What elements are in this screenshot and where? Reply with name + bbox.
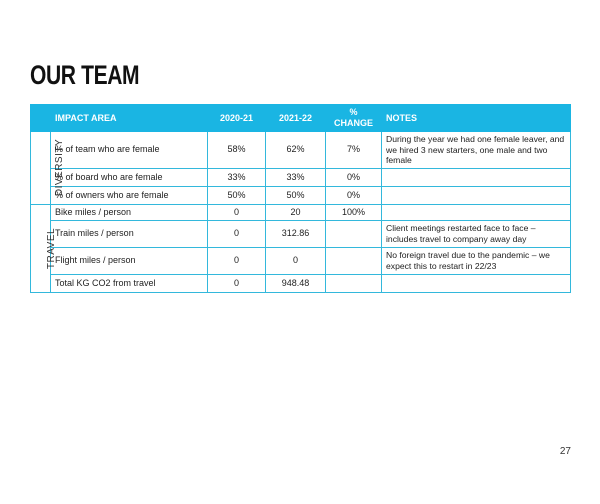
value-notes	[382, 274, 571, 292]
value-notes	[382, 168, 571, 186]
impact-table	[30, 104, 571, 293]
row-label: Train miles / person	[51, 220, 208, 247]
row-label: % of team who are female	[51, 132, 208, 169]
value-change	[326, 247, 382, 274]
value-change: 0%	[326, 186, 382, 204]
value-change	[326, 274, 382, 292]
value-2021-22: 312.86	[266, 220, 326, 247]
value-2021-22: 62%	[266, 132, 326, 169]
value-change: 7%	[326, 132, 382, 169]
row-label: Total KG CO2 from travel	[51, 274, 208, 292]
table-row	[31, 168, 571, 186]
value-2020-21: 0	[208, 220, 266, 247]
diversity-label: DIVERSITY	[54, 139, 66, 197]
table-row	[31, 204, 571, 220]
value-2021-22: 20	[266, 204, 326, 220]
table-row	[31, 132, 571, 169]
page-title: OUR TEAM	[30, 60, 140, 90]
value-notes: Client meetings restarted face to face – includes travel to company away day	[382, 220, 571, 247]
page-number: 27	[559, 446, 571, 457]
value-2021-22: 33%	[266, 168, 326, 186]
group-label-travel	[31, 204, 58, 292]
header-spacer	[31, 105, 51, 132]
header-impact-area: IMPACT AREA	[51, 105, 208, 132]
row-label: Bike miles / person	[51, 204, 208, 220]
value-2020-21: 33%	[208, 168, 266, 186]
value-2021-22: 0	[266, 247, 326, 274]
header-2020-21: 2020-21	[208, 105, 266, 132]
value-notes	[382, 204, 571, 220]
travel-label: TRAVEL	[46, 227, 58, 269]
group-label-diversity	[31, 132, 66, 205]
value-change: 0%	[326, 168, 382, 186]
value-notes	[382, 186, 571, 204]
value-2020-21: 0	[208, 204, 266, 220]
value-change: 100%	[326, 204, 382, 220]
value-2020-21: 0	[208, 247, 266, 274]
table-row	[31, 220, 571, 247]
value-2021-22: 948.48	[266, 274, 326, 292]
value-notes: No foreign travel due to the pandemic – we expect this to restart in 22/23	[382, 247, 571, 274]
table-row	[31, 274, 571, 292]
header-2021-22: 2021-22	[266, 105, 326, 132]
value-notes: During the year we had one female leaver, and we hired 3 new starters, one male and two female	[382, 132, 571, 169]
table-row	[31, 247, 571, 274]
row-label: % of owners who are female	[51, 186, 208, 204]
table-header-row	[31, 105, 571, 132]
value-2020-21: 58%	[208, 132, 266, 169]
header-change: % CHANGE	[326, 105, 382, 132]
row-label: % of board who are female	[51, 168, 208, 186]
header-notes: NOTES	[382, 105, 571, 132]
value-change	[326, 220, 382, 247]
value-2021-22: 50%	[266, 186, 326, 204]
row-label: Flight miles / person	[51, 247, 208, 274]
value-2020-21: 0	[208, 274, 266, 292]
table-row	[31, 186, 571, 204]
value-2020-21: 50%	[208, 186, 266, 204]
